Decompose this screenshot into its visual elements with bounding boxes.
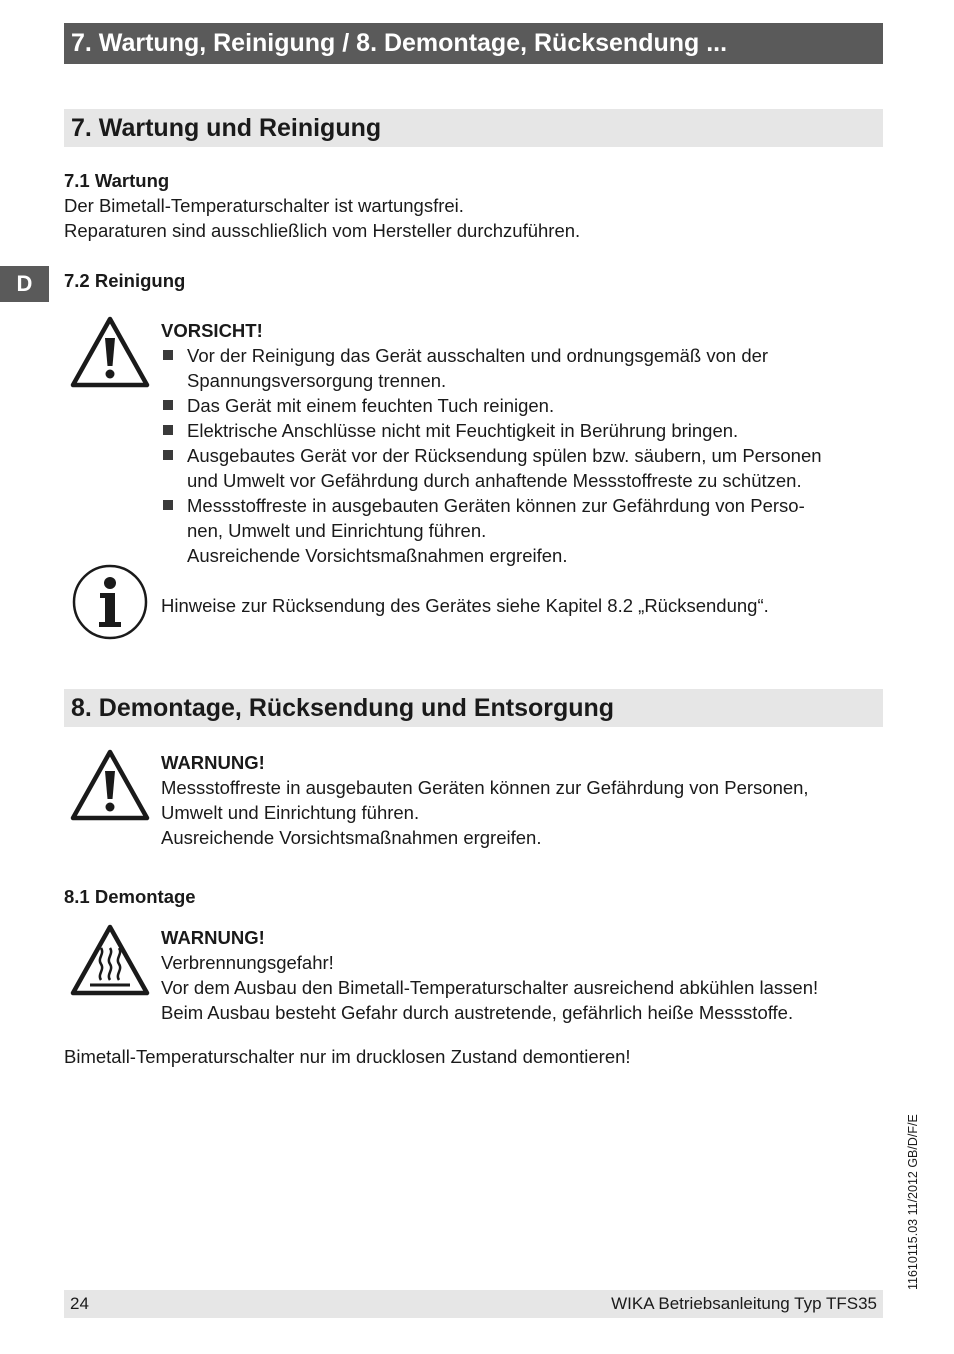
demontage-note: Bimetall-Temperaturschalter nur im drucklosen Zustand demontieren! (64, 1046, 631, 1067)
caution-bullet-4-line-1: Ausgebautes Gerät vor der Rücksendung spülen bzw. säubern, um Personen (187, 445, 822, 466)
warning-2-line-3: Beim Ausbau besteht Gefahr durch austretende, gefährlich heiße Messstoffe. (161, 1002, 794, 1023)
caution-bullet-5-line-3: Ausreichende Vorsichtsmaßnahmen ergreifen. (187, 545, 568, 566)
section-7-1-heading: 7.1 Wartung (64, 170, 170, 191)
warning-2-line-1: Verbrennungsgefahr! (161, 952, 334, 973)
warning-triangle-icon (70, 749, 150, 821)
bullet-marker (163, 450, 173, 460)
bullet-marker (163, 400, 173, 410)
hot-surface-icon (70, 924, 150, 996)
caution-bullet-2: Das Gerät mit einem feuchten Tuch reinigen. (187, 395, 555, 416)
bullet-marker (163, 425, 173, 435)
caution-bullet-3: Elektrische Anschlüsse nicht mit Feuchtigkeit in Berührung bringen. (187, 420, 739, 441)
warning-2-label: WARNUNG! (161, 927, 265, 948)
warning-2-line-2: Vor dem Ausbau den Bimetall-Temperaturschalter ausreichend abkühlen lassen! (161, 977, 819, 998)
bullet-marker (163, 500, 173, 510)
section-7-1-line-1: Der Bimetall-Temperaturschalter ist wartungsfrei. (64, 195, 464, 216)
warning-line-1: Messstoffreste in ausgebauten Geräten können zur Gefährdung von Personen, (161, 777, 809, 798)
warning-line-3: Ausreichende Vorsichtsmaßnahmen ergreifen. (161, 827, 542, 848)
section-7-1-line-2: Reparaturen sind ausschließlich vom Hersteller durchzuführen. (64, 220, 581, 241)
info-icon (71, 563, 149, 641)
caution-bullet-1-line-1: Vor der Reinigung das Gerät ausschalten und ordnungsgemäß von der (187, 345, 769, 366)
page-footer (64, 1290, 883, 1318)
caution-bullet-5-line-2: nen, Umwelt und Einrichtung führen. (187, 520, 487, 541)
info-note: Hinweise zur Rücksendung des Gerätes siehe Kapitel 8.2 „Rücksendung“. (161, 595, 769, 616)
caution-label: VORSICHT! (161, 320, 263, 341)
page-header-title: 7. Wartung, Reinigung / 8. Demontage, Rücksendung ... (64, 23, 883, 64)
bullet-marker (163, 350, 173, 360)
footer-title: WIKA Betriebsanleitung Typ TFS35 (611, 1294, 877, 1313)
section-8-1-heading: 8.1 Demontage (64, 886, 196, 907)
warning-line-2: Umwelt und Einrichtung führen. (161, 802, 420, 823)
section-7-2-heading: 7.2 Reinigung (64, 270, 186, 291)
section-7-title: 7. Wartung und Reinigung (64, 109, 883, 147)
caution-bullet-5-line-1: Messstoffreste in ausgebauten Geräten können zur Gefährdung von Perso- (187, 495, 805, 516)
document-code: 11610115.03 11/2012 GB/D/F/E (906, 1114, 920, 1290)
caution-bullet-1-line-2: Spannungsversorgung trennen. (187, 370, 447, 391)
page-number: 24 (70, 1294, 89, 1313)
warning-triangle-icon (70, 316, 150, 388)
warning-label: WARNUNG! (161, 752, 265, 773)
caution-bullet-4-line-2: und Umwelt vor Gefährdung durch anhaftende Messstoffreste zu schützen. (187, 470, 802, 491)
section-8-title: 8. Demontage, Rücksendung und Entsorgung (64, 689, 883, 727)
language-tab: D (0, 266, 49, 302)
